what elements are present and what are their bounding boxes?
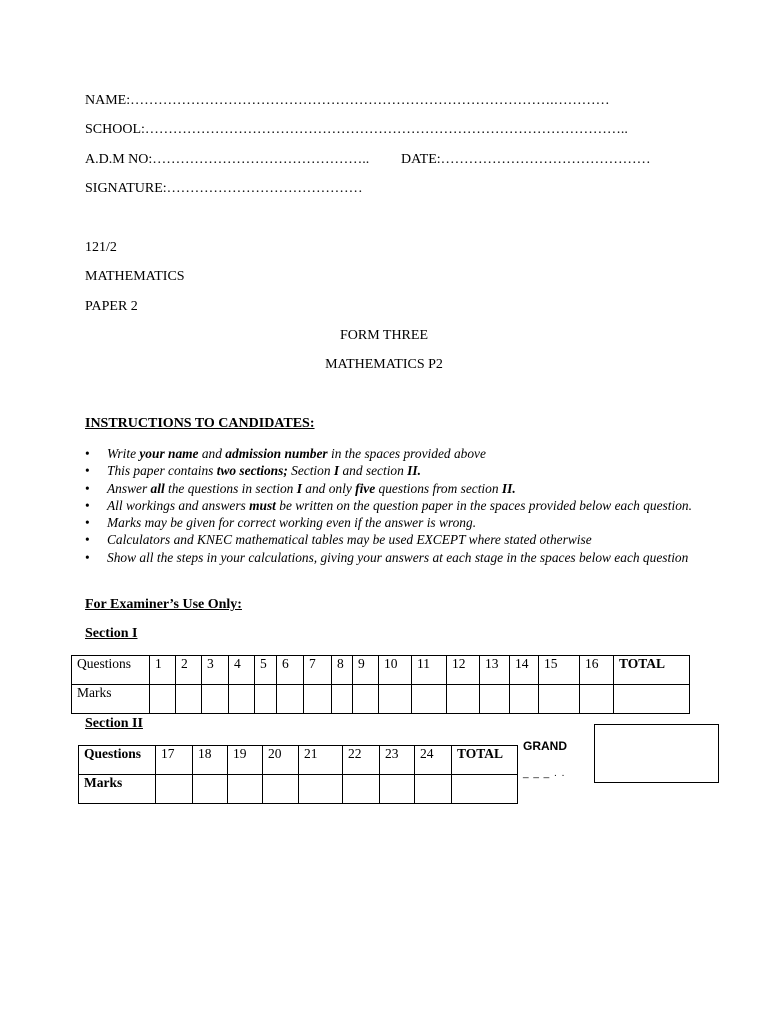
marks-cell[interactable] [255,685,277,714]
question-number-cell: 10 [379,656,412,685]
instruction-text: All workings and answers [107,497,250,513]
instruction-text: and [198,446,226,461]
total-header-cell: TOTAL [452,746,518,775]
question-number-cell: 6 [277,656,304,685]
instruction-emphasis: I [333,463,340,479]
question-number-cell: 11 [412,656,447,685]
form-level: FORM THREE [339,328,429,343]
paper-number: PAPER 2 [85,299,138,314]
date-field: DATE:……………………………………… [401,152,651,167]
instruction-text: Show all the steps in your calculations, giving your answers at each stage in the spaces below each question [107,549,689,565]
instruction-emphasis: II. [501,480,516,496]
instruction-text: the questions in section [164,480,297,496]
instructions-list [85,445,692,566]
signature-field: SIGNATURE:…………………………………… [85,181,363,196]
questions-row-label: Questions [79,746,156,775]
paper-title: MATHEMATICS P2 [325,357,443,372]
marks-cell[interactable] [229,685,255,714]
instruction-text: and section [339,463,408,479]
question-number-cell: 21 [299,746,343,775]
subject: MATHEMATICS [85,269,185,284]
questions-row-label: Questions [72,656,150,685]
instruction-text: in the spaces provided above [327,446,486,461]
instruction-emphasis: all [150,480,165,496]
question-number-cell: 20 [263,746,299,775]
grand-total-label: GRAND [523,739,567,753]
examiner-heading: For Examiner’s Use Only: [85,597,242,612]
instruction-emphasis: your name [139,446,199,461]
marks-cell[interactable] [332,685,353,714]
question-number-cell: 15 [539,656,580,685]
adm-number-field: A.D.M NO:……………………………………….. [85,152,370,167]
instruction-text: Section [287,463,334,479]
question-number-cell: 19 [228,746,263,775]
instruction-item [85,531,692,548]
marks-cell[interactable] [415,775,452,804]
marks-cell[interactable] [412,685,447,714]
instruction-emphasis: two sections; [216,463,288,479]
marks-cell[interactable] [447,685,480,714]
instruction-item [85,480,692,497]
marks-cell[interactable] [193,775,228,804]
question-number-cell: 17 [156,746,193,775]
marks-cell[interactable] [228,775,263,804]
instruction-text: Answer [107,480,151,496]
question-number-cell: 3 [202,656,229,685]
marks-cell[interactable] [480,685,510,714]
school-field: SCHOOL:………………………………………………………………………………………….. [85,122,628,137]
instruction-text: Write [107,446,140,461]
instructions-heading: INSTRUCTIONS TO CANDIDATES: [85,416,315,431]
total-marks-cell[interactable] [614,685,690,714]
question-number-cell: 5 [255,656,277,685]
question-number-cell: 12 [447,656,480,685]
instruction-emphasis: must [249,497,276,513]
total-header-cell: TOTAL [614,656,690,685]
marks-cell[interactable] [176,685,202,714]
question-number-cell: 24 [415,746,452,775]
instruction-item [85,445,692,462]
question-number-cell: 16 [580,656,614,685]
question-number-cell: 9 [353,656,379,685]
question-number-cell: 18 [193,746,228,775]
question-number-cell: 22 [343,746,380,775]
section-2-marks-table [78,745,518,804]
paper-code: 121/2 [85,240,117,255]
marks-cell[interactable] [353,685,379,714]
question-number-cell: 8 [332,656,353,685]
section-1-marks-table [71,655,690,714]
question-number-cell: 4 [229,656,255,685]
instruction-emphasis: five [355,480,376,496]
marks-cell[interactable] [379,685,412,714]
grand-total-sublabel: _ _ _ . . [523,768,566,779]
marks-cell[interactable] [539,685,580,714]
marks-cell[interactable] [343,775,380,804]
question-number-cell: 2 [176,656,202,685]
question-number-cell: 1 [150,656,176,685]
marks-cell[interactable] [150,685,176,714]
instruction-text: and only [301,480,356,496]
instruction-text: be written on the question paper in the spaces provided below each question. [275,497,692,513]
section-1-label: Section I [85,626,138,641]
marks-cell[interactable] [510,685,539,714]
instruction-item [85,497,692,514]
question-number-cell: 7 [304,656,332,685]
section-2-label: Section II [85,716,143,731]
marks-cell[interactable] [277,685,304,714]
instruction-text: Marks may be given for correct working even if the answer is wrong. [107,515,477,531]
total-marks-cell[interactable] [452,775,518,804]
marks-cell[interactable] [202,685,229,714]
marks-row-label: Marks [72,685,150,714]
instruction-text: This paper contains [107,463,217,479]
grand-total-box[interactable] [594,724,719,783]
marks-cell[interactable] [263,775,299,804]
marks-cell[interactable] [380,775,415,804]
question-number-cell: 14 [510,656,539,685]
marks-cell[interactable] [304,685,332,714]
instruction-item [85,462,692,479]
instruction-text: Calculators and KNEC mathematical tables may be used EXCEPT where stated otherwise [107,532,592,548]
instruction-item [85,514,692,531]
instruction-item [85,549,692,566]
instruction-emphasis: admission number [225,446,328,461]
marks-cell[interactable] [156,775,193,804]
question-number-cell: 23 [380,746,415,775]
instruction-emphasis: II. [407,463,421,479]
marks-cell[interactable] [299,775,343,804]
name-field: NAME:……………………………………………………………………………….………… [85,93,610,108]
instruction-text: questions from section [375,480,502,496]
instruction-emphasis: I [296,480,302,496]
marks-cell[interactable] [580,685,614,714]
marks-row-label: Marks [79,775,156,804]
question-number-cell: 13 [480,656,510,685]
